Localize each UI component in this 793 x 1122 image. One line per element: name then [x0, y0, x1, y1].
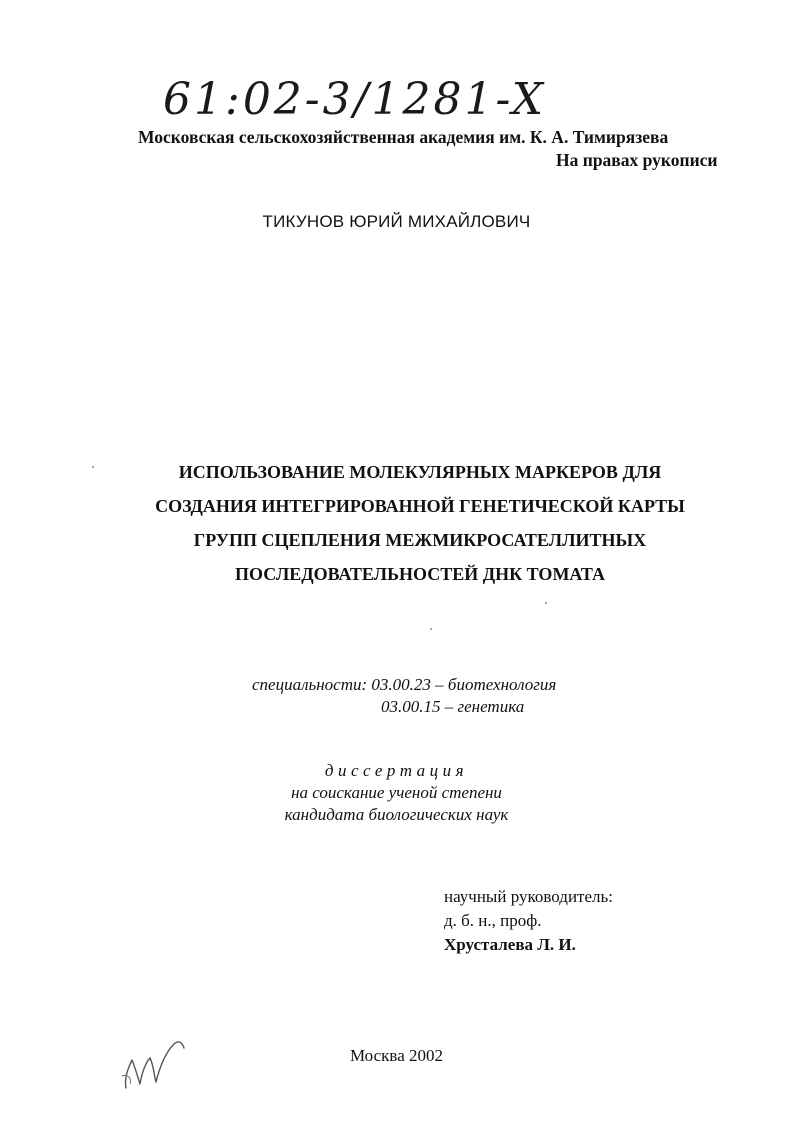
specialty-line-1: специальности: 03.00.23 – биотехнология — [252, 675, 557, 694]
specialty-block — [252, 674, 672, 718]
dissertation-word: диссертация — [324, 761, 469, 780]
supervisor-role: научный руководитель: — [444, 887, 613, 906]
dissertation-title — [100, 455, 740, 591]
title-line: ПОСЛЕДОВАТЕЛЬНОСТЕЙ ДНК ТОМАТА — [235, 564, 605, 584]
title-line: СОЗДАНИЯ ИНТЕГРИРОВАННОЙ ГЕНЕТИЧЕСКОЙ КАРТЫ — [155, 496, 685, 516]
supervisor-block — [444, 885, 704, 957]
institution-name: Московская сельскохозяйственная академия им. К. А. Тимирязева — [138, 127, 669, 147]
archive-code-text: 61:02-3/1281-X — [163, 74, 547, 125]
degree-block — [0, 760, 793, 826]
handwritten-archive-code — [163, 70, 603, 130]
rights-notice: На правах рукописи — [556, 150, 718, 170]
title-line: ГРУПП СЦЕПЛЕНИЯ МЕЖМИКРОСАТЕЛЛИТНЫХ — [193, 530, 647, 550]
scan-speck — [92, 466, 94, 468]
degree-line-2: на соискание ученой степени — [291, 783, 502, 802]
supervisor-degree: д. б. н., проф. — [444, 911, 542, 930]
author-name: ТИКУНОВ ЮРИЙ МИХАЙЛОВИЧ — [262, 212, 531, 231]
degree-line-3: кандидата биологических наук — [284, 805, 509, 824]
specialty-line-2: 03.00.15 – генетика — [381, 697, 525, 716]
supervisor-name: Хрусталева Л. И. — [444, 935, 576, 954]
city-year: Москва 2002 — [349, 1046, 444, 1065]
scan-speck — [545, 602, 547, 604]
title-line: ИСПОЛЬЗОВАНИЕ МОЛЕКУЛЯРНЫХ МАРКЕРОВ ДЛЯ — [178, 462, 662, 482]
scan-speck — [430, 628, 432, 630]
